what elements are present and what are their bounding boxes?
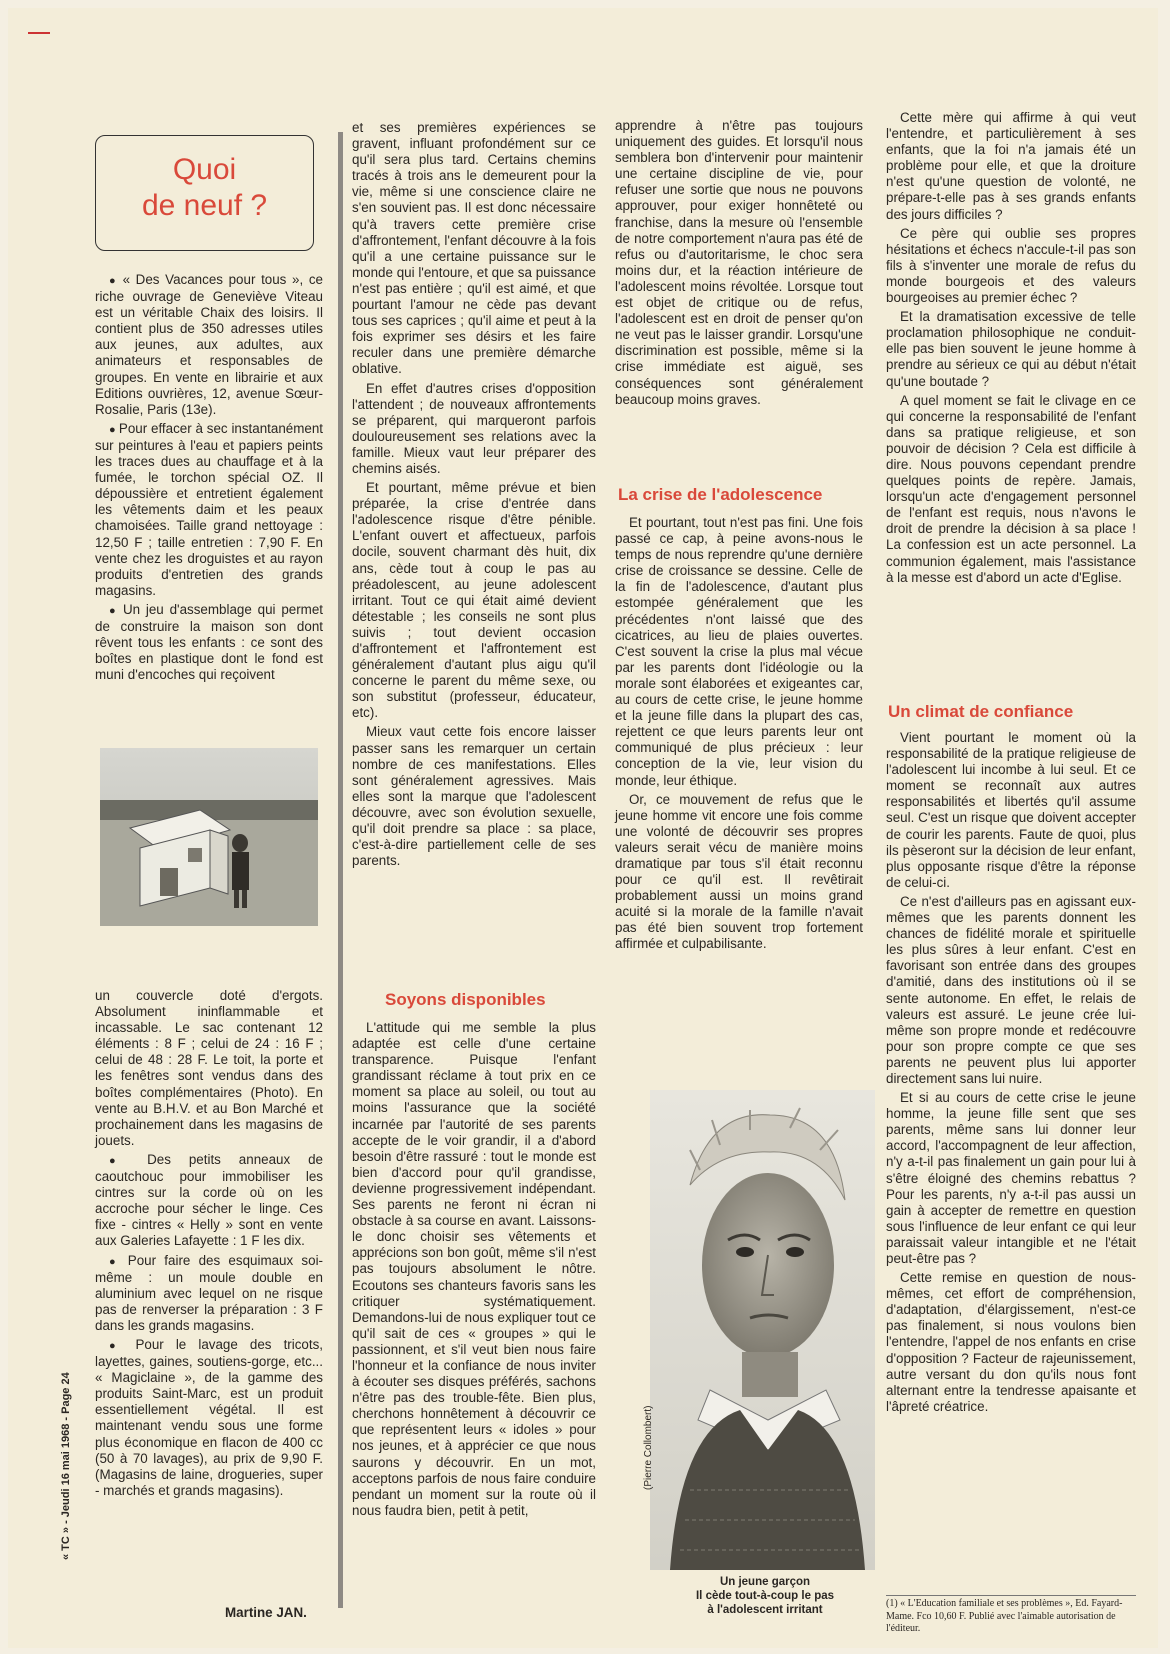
paragraph: ● « Des Vacances pour tous », ce riche ouvrage de Geneviève Viteau est un véritable Chaix des loisirs. Il contient plus de 350 adresses utiles aux jeunes, aux adultes, aux animateurs et responsables de groupes. En vente en librairie et aux Editions ouvrières, 12, avenue Sœur-Rosalie, Paris (13e). bbox=[95, 272, 323, 418]
section-title-line-1: Quoi bbox=[172, 153, 237, 186]
column-3-bottom bbox=[615, 515, 863, 956]
paragraph: apprendre à n'être pas toujours uniquement des guides. Et lorsqu'il nous semblera bon d'intervenir pour maintenir une certaine discipline de vie, pour refuser une sortie que nous ne pouvons approuver, pour exiger honnêteté ou franchise, dans la mesure où l'ensemble de notre comportement n'aura pas été de refus ou d'autoritarisme, le choc sera moins dur, et la réaction intérieure de l'adolescent moins révoltée. Lorsque tout est objet de critique ou de refus, l'adolescent est en droit de penser qu'on ne veut pas le laisser grandir. Lorsqu'une discrimination est possible, même si la crise immédiate est aiguë, ses conséquences sont généralement beaucoup moins graves. bbox=[615, 118, 863, 407]
heading-soyons-disponibles: Soyons disponibles bbox=[385, 990, 546, 1009]
caption-line-3: à l'adolescent irritant bbox=[707, 1604, 823, 1616]
paragraph: et ses premières expériences se gravent, influant profondément sur ce qu'il sera plus tard. Certains chemins tracés à trois ans le demeurent pour la vie, même si une conscience claire ne s'en souvient pas. Il est donc nécessaire qu'à travers cette première crise d'affrontement, l'enfant découvre à la fois qu'il a une certaine puissance sur le monde qui l'entoure, et que sa puissance n'est pas entière ; qu'il est aimé, et que pourtant l'amour ne cède pas devant tous ses caprices ; qu'il aime et peut à la fois exprimer ses désirs et les faire reculer dans une première démarche oblative. bbox=[352, 120, 596, 377]
footnote: (1) « L'Education familiale et ses problèmes », Ed. Fayard-Mame. Fco 10,60 F. Publié avec l'aimable autorisation de l'éditeur. bbox=[886, 1598, 1123, 1634]
paragraph: Vient pourtant le moment où la responsabilité de la pratique religieuse de l'adolescent lui incombe à lui seul. Et ce moment se reconnaît aux autres responsabilités et libertés qu'il assume seul. C'est un risque que doivent accepter de courir les parents. Faute de quoi, plus ils pèseront sur la décision de leur enfant, plus opposante risque d'être la réponse de celui-ci. bbox=[886, 730, 1136, 890]
column-1-bottom bbox=[95, 988, 323, 1502]
paragraph: Et pourtant, tout n'est pas fini. Une fois passé ce cap, à peine avons-nous le temps de nous reprendre qu'une dernière crise de croissance se dessine. Celle de la fin de l'adolescence, d'autant plus estompée généralement que les précédentes n'ont laissé que des cicatrices, au lieu de plaies ouvertes. C'est souvent la crise la plus mal vécue par les parents dont l'idéologie ou la morale sont élaborées et exigeantes car, au cours de cette crise, le jeune homme et la jeune fille dans la plupart des cas, rejettent ce que leurs parents leur ont communiqué de plus précieux : leur conception de la vie, leur vision du monde, leur éthique. bbox=[615, 515, 863, 788]
section-title bbox=[96, 152, 313, 224]
section-title-box bbox=[95, 135, 314, 251]
footnote-rule bbox=[886, 1595, 1136, 1596]
heading-crise-adolescence: La crise de l'adolescence bbox=[618, 485, 823, 504]
column-4-top bbox=[886, 110, 1136, 589]
paragraph: Cette mère qui affirme à qui veut l'entendre, et particulièrement à ses enfants, que la foi n'a jamais été un problème pour elle, et que la droiture n'est qu'une question de volonté, ne prépare-t-elle pas à ses grands enfants des jours difficiles ? bbox=[886, 110, 1136, 222]
column-rule bbox=[338, 132, 343, 1608]
column-2-bottom bbox=[352, 1020, 596, 1522]
paragraph: Et pourtant, même prévue et bien préparée, la crise d'entrée dans l'adolescence risque d'être pénible. L'enfant ouvert et affectueux, parfois docile, souvent charmant dès huit, dix ans, cède tout à coup le pas au préadolescent, au jeune adolescent irritant. Tout ce qui était aimé devient détestable ; les conseils ne sont plus suivis ; tout devient occasion d'affrontement et l'affrontement est généralement d'autant plus aigu qu'il concerne le parent du même sexe, ou son substitut (professeur, éducateur, etc). bbox=[352, 480, 596, 721]
caption-line-2: Il cède tout-à-coup le pas bbox=[695, 1590, 835, 1602]
column-2-top bbox=[352, 120, 596, 872]
heading-climat-confiance: Un climat de confiance bbox=[888, 702, 1074, 721]
boy-photo bbox=[650, 1090, 875, 1570]
section-title-line-2: de neuf ? bbox=[141, 189, 268, 222]
column-1-top bbox=[95, 272, 323, 686]
paragraph: ● Pour effacer à sec instantanément sur peintures à l'eau et papiers peints les traces dues au chauffage et à la fumée, le torchon spécial OZ. Il dépoussière et entretient également les vêtements daim et les peaux chamoisées. Taille grand nettoyage : 12,50 F ; taille entretien : 7,90 F. En vente chez les droguistes et au rayon produits d'entretien des grands magasins. bbox=[95, 421, 323, 599]
paragraph: En effet d'autres crises d'opposition l'attendent ; de nouveaux affrontements se préparent, qui marqueront parfois douloureusement ses relations avec la famille. Mieux vaut leur préparer des chemins aisés. bbox=[352, 380, 596, 476]
paragraph: ● Pour faire des esquimaux soi-même : un moule double en aluminium avec lequel on ne risque pas de renverser la préparation : 3 F dans les grands magasins. bbox=[95, 1253, 323, 1334]
column-3-top bbox=[615, 118, 863, 411]
paragraph: Ce père qui oublie ses propres hésitations et échecs n'accule-t-il pas son fils à s'inventer une morale de refus du monde bourgeois et des valeurs bourgeoises au premier échec ? bbox=[886, 225, 1136, 306]
paragraph: Or, ce mouvement de refus que le jeune homme vit encore une fois comme une volonté de découvrir ses propres valeurs serait vécu de manière moins dramatique par tous s'il était reconnu pour ce qu'il est. Il revêtirait probablement aussi un moins grand acuité si la morale de la famille n'avait pas été bien souvent trop fortement affirmée et culpabilisante. bbox=[615, 791, 863, 952]
paragraph: Ce n'est d'ailleurs pas en agissant eux-mêmes que les parents donnent les chances de fidélité morale et spirituelle les plus sûres à leur enfant. C'est en favorisant son entrée dans des groupes d'amitié, dans des institutions où il se sente autonome. En effet, le relais de valeurs est assuré. Le jeune crée lui-même son propre monde et redécouvre pour son propre compte ce que ses parents ne peuvent plus lui apporter directement sans lui nuire. bbox=[886, 893, 1136, 1086]
paragraph: ● Pour le lavage des tricots, layettes, gaines, soutiens-gorge, etc... « Magiclaine », de la gamme des produits Saint-Marc, est un produit essentiellement végétal. Il est maintenant vendu sous une forme plus économique en flacon de 400 cc (50 à 70 lavages), au prix de 9,90 F. (Magasins de laine, drogueries, super - marchés et grands magasins). bbox=[95, 1337, 323, 1499]
paragraph: Cette remise en question de nous-mêmes, cet effort de compréhension, d'adaptation, d'élargissement, n'est-ce pas finalement, si nous voulons bien l'entendre, l'appel de nos enfants en crise d'opposition ? Facteur de rajeunissement, autre versant du don qu'ils nous font alternant entre la tendresse apaisante et l'âpreté créatrice. bbox=[886, 1270, 1136, 1414]
paragraph: ● Un jeu d'assemblage qui permet de construire la maison son dont rêvent tous les enfants : ce sont des boîtes en plastique dont le fond est muni d'encoches qui reçoivent bbox=[95, 602, 323, 683]
paragraph: A quel moment se fait le clivage en ce qui concerne la responsabilité de l'enfant dans sa pratique religieuse, et son pouvoir de décision ? Cela est difficile à dire. Nous pouvons cependant prendre quelques points de repère. Jamais, lorsqu'un acte d'engagement personnel de l'enfant est requis, nous n'avons le droit de prendre la décision à sa place ! La confession est un acte personnel. La communion également, mais l'assistance à la messe est d'abord un acte d'Eglise. bbox=[886, 392, 1136, 585]
paragraph: Mieux vaut cette fois encore laisser passer sans les remarquer un certain nombre de ces manifestations. Elles sont généralement agressives. Mais elles sont la marque que l'adolescent découvre, avec son évolution sexuelle, qu'il doit prendre sa place : sa place, c'est-à-dire partiellement celle de ses parents. bbox=[352, 724, 596, 869]
toy-house-image bbox=[100, 748, 318, 926]
caption-line-1: Un jeune garçon bbox=[719, 1576, 811, 1588]
paragraph: Et si au cours de cette crise le jeune homme, la jeune fille sent que ses parents, même sans lui donner leur accord, l'accompagnent de leur affection, n'y a-t-il pas finalement un gain pour lui à s'être éloigné des chemins rebattus ? Pour les parents, n'y a-t-il pas aussi un gain à accepter de remettre en question sous l'influence de leur enfant ce qui leur paraissait valeur intangible et ne l'était peut-être pas ? bbox=[886, 1090, 1136, 1266]
paragraph: un couvercle doté d'ergots. Absolument ininflammable et incassable. Le sac contenant 12 éléments : 8 F ; celui de 24 : 16 F ; celui de 48 : 28 F. Le toit, la porte et les fenêtres sont vendus dans des boîtes complémentaires (Photo). En vente au B.H.V. et au Bon Marché et prochainement dans les magasins de jouets. bbox=[95, 988, 323, 1148]
photo-caption bbox=[650, 1575, 880, 1617]
photo-credit: (Pierre Collombert) bbox=[643, 1405, 654, 1490]
author-signature: Martine JAN. bbox=[225, 1605, 307, 1620]
paragraph: Et la dramatisation excessive de telle proclamation philosophique ne conduit-elle pas bien souvent le jeune homme à prendre au sérieux ce qui au début n'était qu'une boutade ? bbox=[886, 309, 1136, 389]
vertical-folio: « TC » - Jeudi 16 mai 1968 - Page 24 bbox=[60, 1372, 72, 1560]
boy-portrait-image bbox=[650, 1090, 875, 1570]
toy-house-photo bbox=[100, 748, 318, 926]
paragraph: ● Des petits anneaux de caoutchouc pour immobiliser les cintres sur la corde où on les accroche pour sécher le linge. Ces fixe - cintres « Helly » sont en vente aux Galeries Lafayette : 1 F les dix. bbox=[95, 1152, 323, 1250]
column-4-bottom bbox=[886, 730, 1136, 1418]
corner-mark bbox=[28, 32, 50, 34]
paragraph: L'attitude qui me semble la plus adaptée est celle d'une certaine transparence. Puisque l'enfant grandissant réclame à tout prix en ce moment sa place au soleil, ou tout au moins l'assurance que la société incarnée par l'autorité de ses parents accepte de le voir grandir, il a d'abord besoin d'être rassuré : tout le monde est bien d'accord pour qu'il grandisse, devienne progressivement indépendant. Ses parents ne feront ni écran ni obstacle à sa course en avant. Laissons-le donc choisir ses vêtements et apprécions son bon goût, même s'il n'est pas toujours absolument le nôtre. Ecoutons ses chanteurs favoris sans les critiquer systématiquement. Demandons-lui de nous expliquer tout ce qu'il sait de ces « groupes » qui le passionnent, et s'il veut bien nous faire l'honneur et la confiance de nous inviter à écouter ses disques préférés, sachons n'être pas des trouble-fête. Bien plus, cherchons honnêtement à découvrir ce que représentent leurs « idoles » pour nos jeunes, et à apprécier ce que nous saurons y découvrir. En un mot, acceptons parfois de nous faire conduire pendant un moment sur la route où il nous faudra bien, petit à petit, bbox=[352, 1020, 596, 1518]
